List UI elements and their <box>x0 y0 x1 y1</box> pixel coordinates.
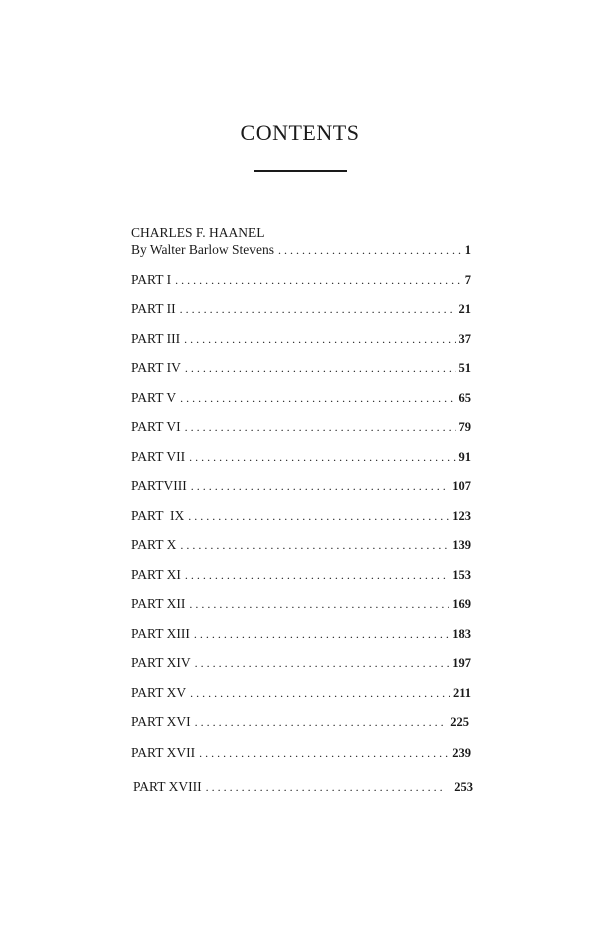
toc-entry[interactable] <box>131 713 469 731</box>
toc-entry[interactable] <box>131 595 471 613</box>
toc-page-number: 169 <box>452 597 471 611</box>
toc-page-number: 197 <box>452 656 471 670</box>
dot-leader <box>195 713 448 731</box>
dot-leader <box>195 654 450 672</box>
dot-leader <box>185 359 456 377</box>
dot-leader <box>199 744 449 762</box>
toc-page-number: 1 <box>464 243 471 257</box>
toc-page-number: 37 <box>458 332 471 346</box>
toc-entry[interactable] <box>131 536 471 554</box>
toc-page-number: 139 <box>452 538 471 552</box>
toc-entry-label: PART XIII <box>131 626 190 641</box>
toc-page-number: 153 <box>452 568 471 582</box>
dot-leader <box>194 625 449 643</box>
dot-leader <box>180 300 456 318</box>
toc-page-number: 21 <box>458 302 471 316</box>
toc-entry-label: PART XI <box>131 567 181 582</box>
toc-entry[interactable] <box>131 566 471 584</box>
dot-leader <box>206 778 447 796</box>
dot-leader <box>185 418 456 436</box>
toc-page-number: 211 <box>452 686 471 700</box>
dot-leader <box>189 448 455 466</box>
dot-leader <box>185 566 449 584</box>
toc-page-number: 91 <box>458 450 471 464</box>
toc-entry[interactable] <box>131 654 471 672</box>
toc-page-number: 7 <box>464 273 471 287</box>
toc-page-number: 239 <box>452 746 471 760</box>
toc-entry-label: PART XIV <box>131 655 191 670</box>
toc-entry-label: PART I <box>131 272 172 287</box>
toc-entry-label: PART VI <box>131 419 181 434</box>
toc-entry[interactable] <box>131 684 471 702</box>
toc-entry[interactable] <box>133 778 473 796</box>
toc-entry-label: PART III <box>131 331 181 346</box>
toc-entry-label: PART IV <box>131 360 181 375</box>
toc-page-number: 123 <box>452 509 471 523</box>
toc-entry[interactable] <box>131 418 471 436</box>
dot-leader <box>191 477 450 495</box>
dot-leader <box>180 389 455 407</box>
toc-entry-byline-row <box>131 241 471 259</box>
toc-entry[interactable] <box>131 625 471 643</box>
toc-entry-label: PART XVII <box>131 745 196 760</box>
toc-entry-label: PART XVIII <box>133 779 202 794</box>
toc-entry-label: PART XII <box>131 596 186 611</box>
toc-entry[interactable] <box>131 744 471 762</box>
toc-page-number: 253 <box>454 780 473 794</box>
toc-entry[interactable] <box>131 359 471 377</box>
page-title: CONTENTS <box>240 120 360 145</box>
toc-entry[interactable] <box>131 389 471 407</box>
dot-leader <box>175 271 462 289</box>
toc-page-number: 79 <box>458 420 471 434</box>
toc-entry-label: PART V <box>131 390 177 405</box>
toc-entry-label: PART XV <box>131 685 187 700</box>
toc-entry-biography[interactable] <box>131 224 471 259</box>
toc-page-number: 225 <box>450 715 469 729</box>
toc-entry-label: PART XVI <box>131 714 191 729</box>
dot-leader <box>180 536 449 554</box>
toc-entry[interactable] <box>131 477 471 495</box>
toc-page-number: 183 <box>452 627 471 641</box>
toc-entry-title: CHARLES F. HAANEL <box>131 225 265 240</box>
dot-leader <box>278 241 462 259</box>
toc-page-number: 107 <box>452 479 471 493</box>
toc-entry-label: PART X <box>131 537 177 552</box>
toc-entry[interactable] <box>131 448 471 466</box>
dot-leader <box>184 330 455 348</box>
dot-leader <box>190 684 450 702</box>
toc-entry[interactable] <box>131 507 471 525</box>
toc-entry[interactable] <box>131 330 471 348</box>
title-underline <box>254 170 347 172</box>
toc-entry-label: PARTVIII <box>131 478 187 493</box>
toc-entry-label: PART IX <box>131 508 185 523</box>
toc-entry-label: PART VII <box>131 449 186 464</box>
toc-page-number: 51 <box>458 361 471 375</box>
toc-entry-label: PART II <box>131 301 176 316</box>
toc-entry[interactable] <box>131 271 471 289</box>
toc-entry[interactable] <box>131 300 471 318</box>
dot-leader <box>188 507 449 525</box>
toc-page-number: 65 <box>458 391 471 405</box>
toc-entry-byline: By Walter Barlow Stevens <box>131 242 275 257</box>
dot-leader <box>189 595 449 613</box>
